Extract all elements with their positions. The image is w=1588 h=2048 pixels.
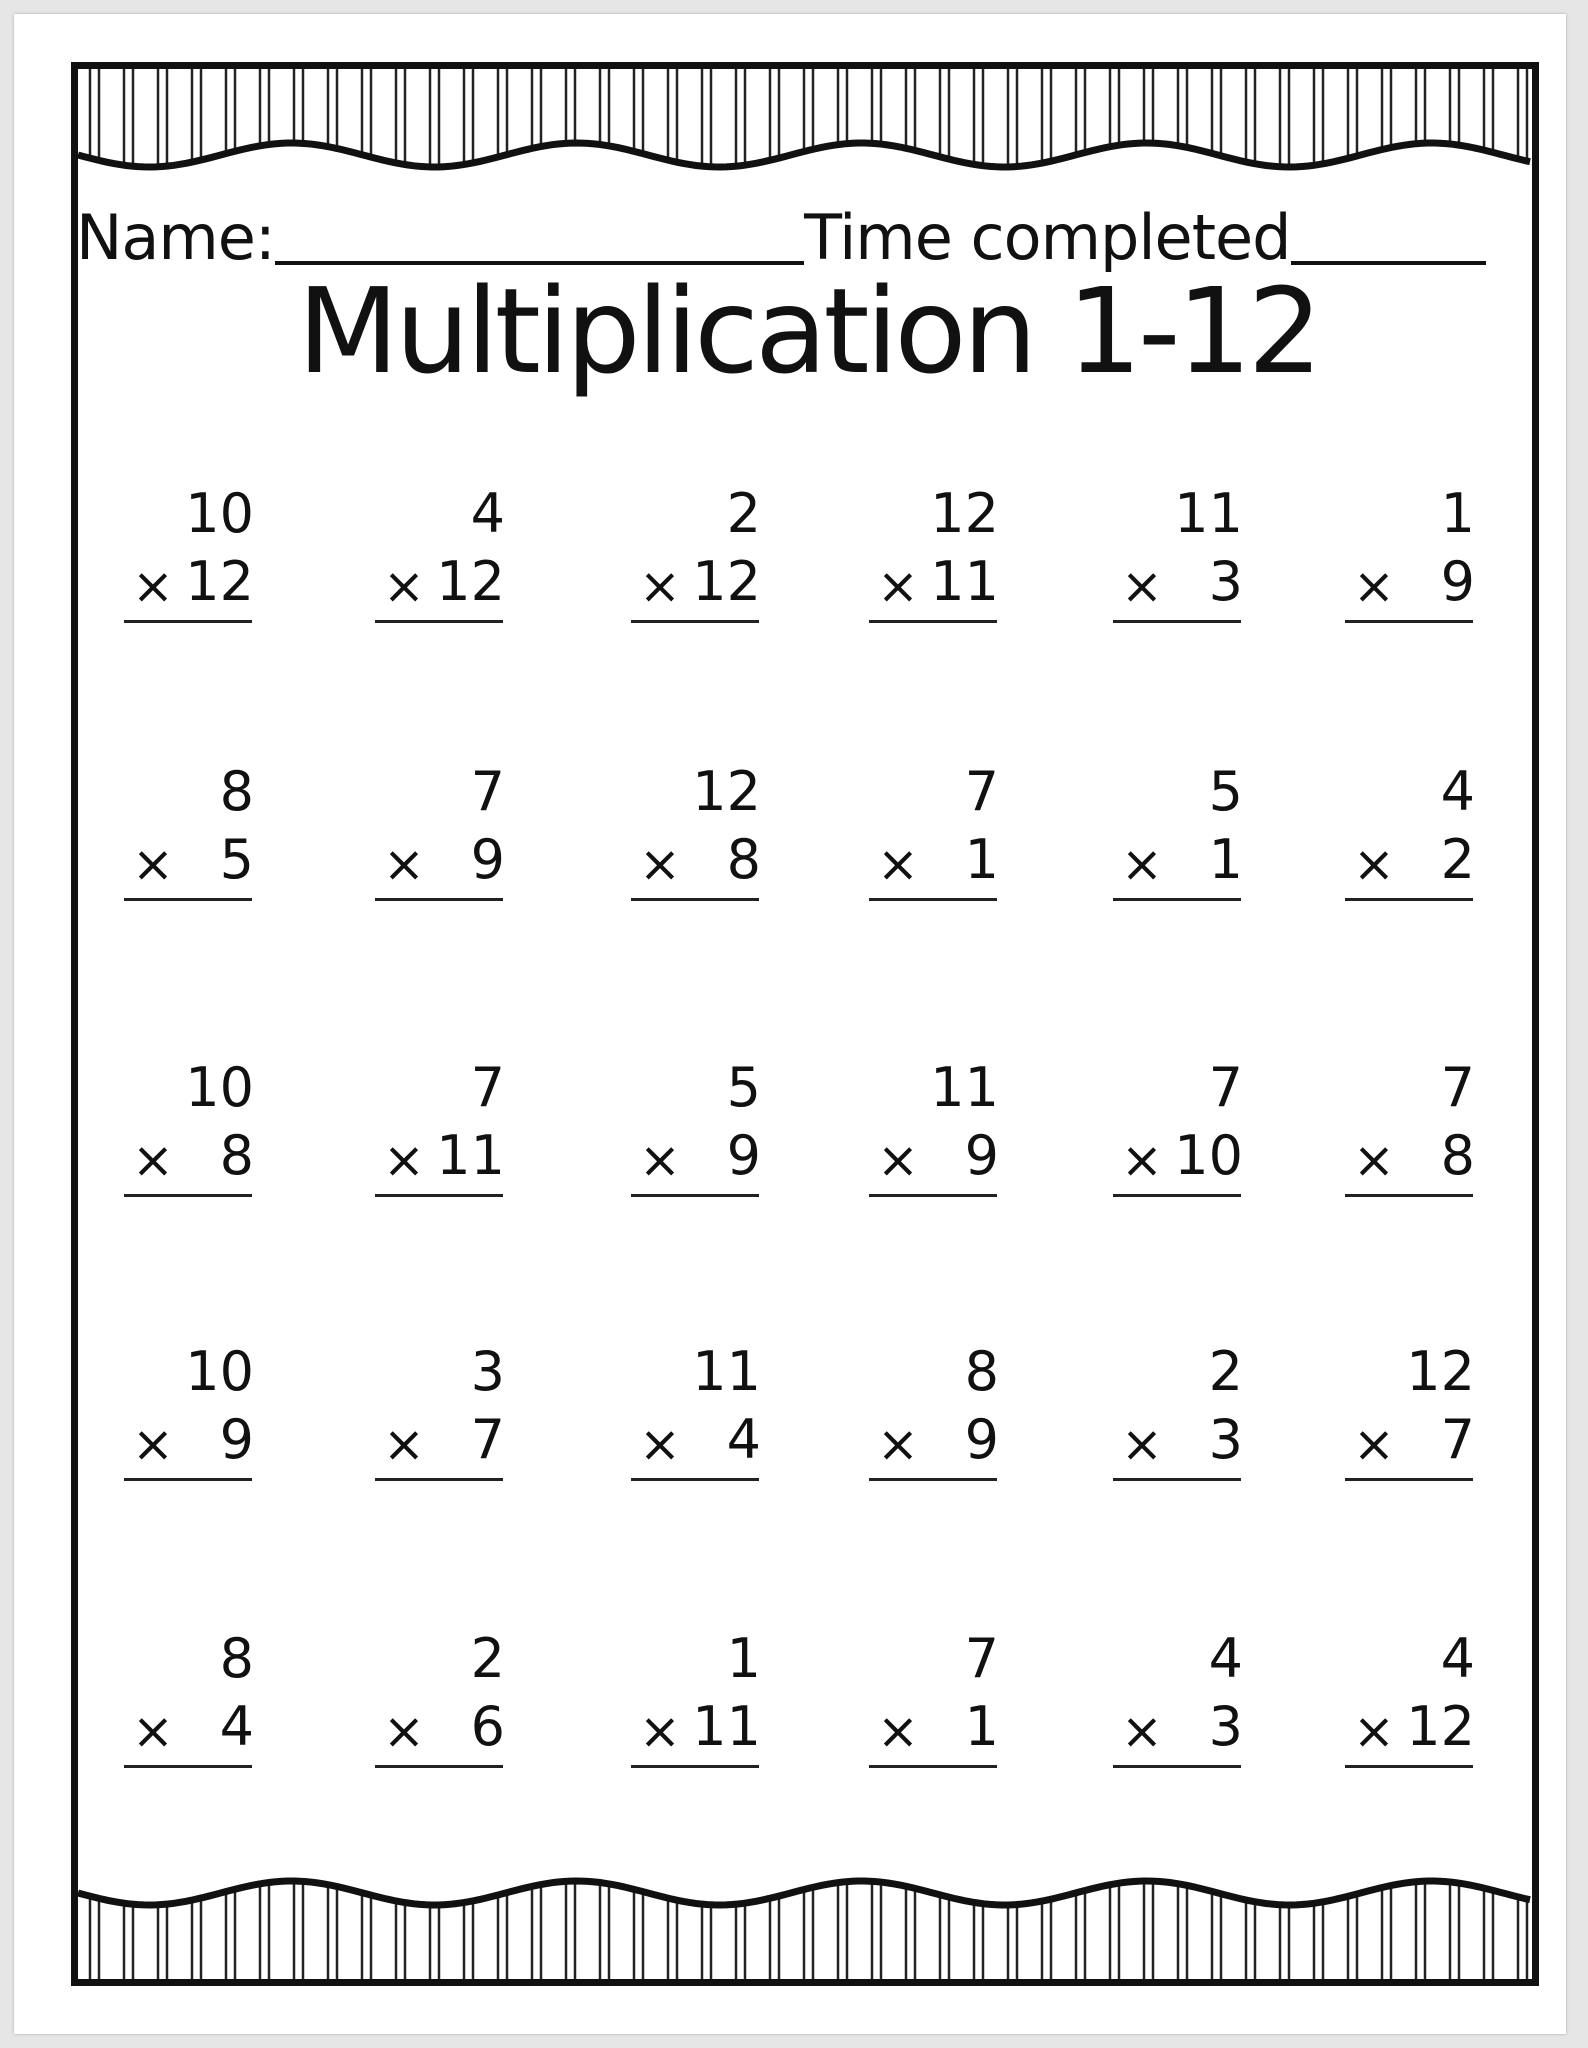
problem-bottom-number: 12 [1406, 1695, 1475, 1758]
problem-bottom-number: 12 [436, 550, 505, 613]
times-sign: × [132, 557, 174, 615]
problem-top-number: 5 [1208, 760, 1243, 823]
times-sign: × [1121, 1131, 1163, 1189]
answer-line[interactable] [1345, 1478, 1473, 1481]
problem-bottom-number: 3 [1208, 550, 1243, 613]
answer-line[interactable] [124, 1478, 252, 1481]
problem-top-number: 11 [930, 1056, 999, 1119]
answer-line[interactable] [869, 1765, 997, 1768]
times-sign: × [877, 1415, 919, 1473]
striped-wavy-top-border [78, 69, 1532, 179]
multiplication-problem [631, 1342, 761, 1482]
times-sign: × [132, 1131, 174, 1189]
multiplication-problem [1345, 1342, 1475, 1482]
header-row [76, 189, 1486, 274]
problem-top-number: 7 [470, 760, 505, 823]
problem-top-number: 12 [692, 760, 761, 823]
times-sign: × [877, 1702, 919, 1760]
problem-top-number: 10 [185, 1340, 254, 1403]
times-sign: × [383, 1415, 425, 1473]
problem-top-number: 7 [1208, 1056, 1243, 1119]
problem-bottom-number: 1 [1208, 828, 1243, 891]
answer-line[interactable] [375, 1194, 503, 1197]
problem-bottom-number: 3 [1208, 1408, 1243, 1471]
answer-line[interactable] [631, 1765, 759, 1768]
problem-bottom-number: 9 [964, 1124, 999, 1187]
problem-bottom-number: 3 [1208, 1695, 1243, 1758]
answer-line[interactable] [1113, 1478, 1241, 1481]
multiplication-problem [375, 1058, 505, 1198]
times-sign: × [877, 835, 919, 893]
times-sign: × [639, 557, 681, 615]
multiplication-problem [1345, 762, 1475, 902]
times-sign: × [639, 835, 681, 893]
problem-top-number: 8 [964, 1340, 999, 1403]
problem-top-number: 8 [219, 760, 254, 823]
answer-line[interactable] [1345, 620, 1473, 623]
striped-wavy-bottom-border [78, 1869, 1532, 1979]
times-sign: × [639, 1702, 681, 1760]
multiplication-problem [1113, 1629, 1243, 1769]
problem-top-number: 7 [470, 1056, 505, 1119]
answer-line[interactable] [631, 1478, 759, 1481]
multiplication-problem [1345, 1058, 1475, 1198]
answer-line[interactable] [869, 1194, 997, 1197]
multiplication-problem [1113, 1342, 1243, 1482]
answer-line[interactable] [631, 620, 759, 623]
multiplication-problem [1113, 1058, 1243, 1198]
problem-top-number: 1 [1440, 482, 1475, 545]
times-sign: × [639, 1415, 681, 1473]
multiplication-problem [631, 1629, 761, 1769]
problem-bottom-number: 9 [964, 1408, 999, 1471]
multiplication-problem [1345, 484, 1475, 624]
answer-line[interactable] [869, 620, 997, 623]
name-label: Name: [76, 201, 275, 274]
times-sign: × [1121, 1702, 1163, 1760]
problem-top-number: 7 [1440, 1056, 1475, 1119]
problem-bottom-number: 4 [219, 1695, 254, 1758]
problem-bottom-number: 2 [1440, 828, 1475, 891]
problem-top-number: 11 [692, 1340, 761, 1403]
problem-top-number: 7 [964, 760, 999, 823]
times-sign: × [1353, 1415, 1395, 1473]
multiplication-problem [375, 1342, 505, 1482]
multiplication-problem [375, 1629, 505, 1769]
problem-top-number: 7 [964, 1627, 999, 1690]
answer-line[interactable] [1345, 1194, 1473, 1197]
problem-top-number: 4 [1440, 760, 1475, 823]
problem-bottom-number: 9 [726, 1124, 761, 1187]
problem-top-number: 11 [1174, 482, 1243, 545]
problem-top-number: 1 [726, 1627, 761, 1690]
multiplication-problem [1113, 762, 1243, 902]
answer-line[interactable] [124, 1765, 252, 1768]
problem-bottom-number: 9 [219, 1408, 254, 1471]
problem-bottom-number: 9 [1440, 550, 1475, 613]
problem-bottom-number: 7 [470, 1408, 505, 1471]
multiplication-problem [631, 1058, 761, 1198]
problem-top-number: 5 [726, 1056, 761, 1119]
problem-bottom-number: 1 [964, 1695, 999, 1758]
problem-bottom-number: 12 [692, 550, 761, 613]
times-sign: × [1121, 1415, 1163, 1473]
problem-bottom-number: 6 [470, 1695, 505, 1758]
answer-line[interactable] [375, 1478, 503, 1481]
problem-top-number: 4 [1440, 1627, 1475, 1690]
multiplication-problem [124, 1058, 254, 1198]
multiplication-problem [124, 484, 254, 624]
times-sign: × [383, 1702, 425, 1760]
times-sign: × [1121, 835, 1163, 893]
worksheet-title: Multiplication 1-12 [297, 262, 1319, 400]
multiplication-problem [869, 762, 999, 902]
problem-top-number: 2 [726, 482, 761, 545]
answer-line[interactable] [1113, 620, 1241, 623]
multiplication-problem [631, 762, 761, 902]
times-sign: × [1353, 557, 1395, 615]
answer-line[interactable] [1345, 1765, 1473, 1768]
times-sign: × [383, 557, 425, 615]
times-sign: × [132, 835, 174, 893]
multiplication-problem [124, 1629, 254, 1769]
multiplication-problem [375, 762, 505, 902]
times-sign: × [1353, 1131, 1395, 1189]
problem-top-number: 8 [219, 1627, 254, 1690]
time-completed-label: Time completed [804, 201, 1291, 274]
multiplication-problem [869, 1342, 999, 1482]
times-sign: × [1353, 835, 1395, 893]
multiplication-problem [869, 1058, 999, 1198]
problem-bottom-number: 4 [726, 1408, 761, 1471]
answer-line[interactable] [1113, 898, 1241, 901]
answer-line[interactable] [375, 898, 503, 901]
times-sign: × [639, 1131, 681, 1189]
times-sign: × [877, 557, 919, 615]
multiplication-problem [124, 1342, 254, 1482]
problem-bottom-number: 8 [1440, 1124, 1475, 1187]
multiplication-problem [869, 484, 999, 624]
problem-bottom-number: 9 [470, 828, 505, 891]
problem-top-number: 12 [1406, 1340, 1475, 1403]
problem-top-number: 12 [930, 482, 999, 545]
problem-top-number: 10 [185, 1056, 254, 1119]
problem-top-number: 4 [1208, 1627, 1243, 1690]
multiplication-problem [375, 484, 505, 624]
times-sign: × [132, 1702, 174, 1760]
answer-line[interactable] [124, 1194, 252, 1197]
times-sign: × [132, 1415, 174, 1473]
multiplication-problem [124, 762, 254, 902]
answer-line[interactable] [869, 898, 997, 901]
problem-top-number: 2 [470, 1627, 505, 1690]
answer-line[interactable] [1345, 898, 1473, 901]
answer-line[interactable] [375, 620, 503, 623]
answer-line[interactable] [631, 898, 759, 901]
multiplication-problem [1345, 1629, 1475, 1769]
problem-bottom-number: 12 [185, 550, 254, 613]
answer-line[interactable] [1113, 1194, 1241, 1197]
problem-top-number: 2 [1208, 1340, 1243, 1403]
answer-line[interactable] [124, 898, 252, 901]
problem-bottom-number: 11 [930, 550, 999, 613]
problem-bottom-number: 7 [1440, 1408, 1475, 1471]
problem-bottom-number: 8 [219, 1124, 254, 1187]
times-sign: × [383, 835, 425, 893]
answer-line[interactable] [375, 1765, 503, 1768]
problem-top-number: 10 [185, 482, 254, 545]
worksheet-page [14, 14, 1566, 2034]
multiplication-problem [1113, 484, 1243, 624]
answer-line[interactable] [631, 1194, 759, 1197]
times-sign: × [877, 1131, 919, 1189]
problem-bottom-number: 10 [1174, 1124, 1243, 1187]
times-sign: × [1353, 1702, 1395, 1760]
times-sign: × [1121, 557, 1163, 615]
answer-line[interactable] [124, 620, 252, 623]
answer-line[interactable] [1113, 1765, 1241, 1768]
time-completed-blank[interactable] [1291, 260, 1487, 265]
problem-bottom-number: 11 [436, 1124, 505, 1187]
problem-bottom-number: 8 [726, 828, 761, 891]
problem-top-number: 3 [470, 1340, 505, 1403]
times-sign: × [383, 1131, 425, 1189]
problem-bottom-number: 5 [219, 828, 254, 891]
multiplication-problem [869, 1629, 999, 1769]
answer-line[interactable] [869, 1478, 997, 1481]
problem-top-number: 4 [470, 482, 505, 545]
problem-bottom-number: 1 [964, 828, 999, 891]
multiplication-problem [631, 484, 761, 624]
problem-bottom-number: 11 [692, 1695, 761, 1758]
